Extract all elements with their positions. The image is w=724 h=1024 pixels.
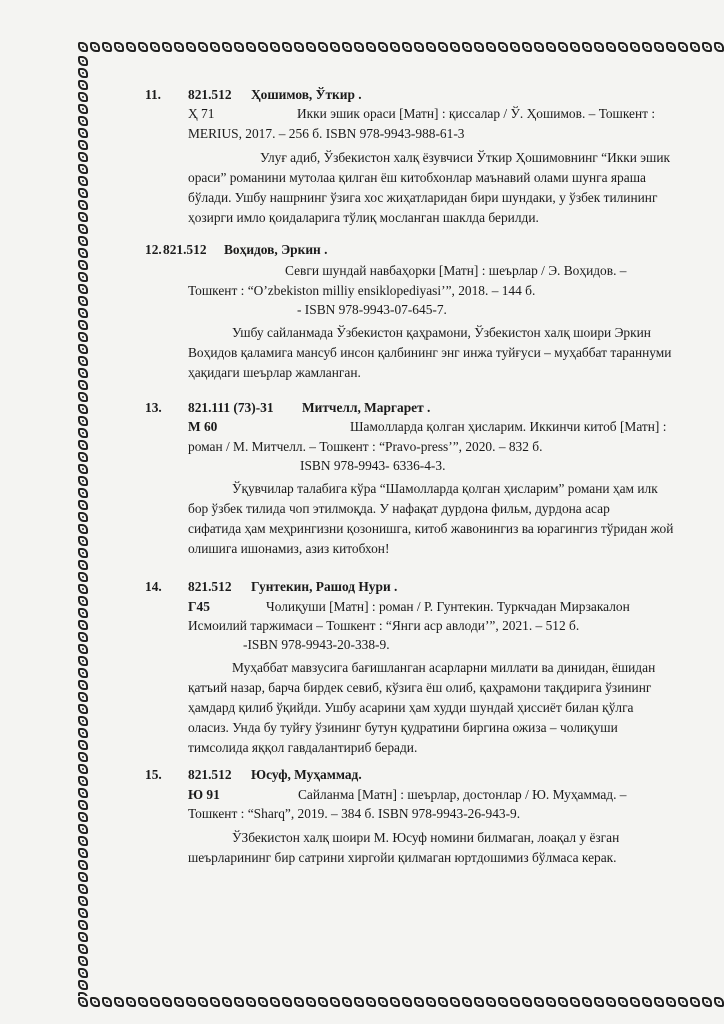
ornament-icon (78, 872, 88, 882)
ornament-border-bottom (78, 997, 724, 1011)
entry-udc: 821.512 (188, 579, 232, 594)
ornament-icon (78, 536, 88, 546)
ornament-icon (606, 997, 616, 1007)
entry-description-line: Воҳидов қаламига мансуб инсон қалбининг энг инжа туйғуси – муҳаббат тараннуми (188, 345, 672, 360)
entry-imprint-line: MERIUS, 2017. – 256 б. ISBN 978-9943-988-61-3 (188, 126, 465, 141)
ornament-icon (246, 42, 256, 52)
ornament-icon (78, 464, 88, 474)
ornament-icon (270, 42, 280, 52)
ornament-icon (78, 200, 88, 210)
ornament-icon (78, 932, 88, 942)
ornament-icon (258, 42, 268, 52)
ornament-icon (222, 997, 232, 1007)
entry-author: Воҳидов, Эркин . (224, 242, 328, 257)
ornament-icon (270, 997, 280, 1007)
ornament-icon (618, 42, 628, 52)
entry-description-line: Ушбу сайланмада Ўзбекистон қаҳрамони, Ўзбекистон халқ шоири Эркин (232, 325, 651, 340)
ornament-icon (78, 344, 88, 354)
ornament-icon (78, 140, 88, 150)
ornament-icon (438, 997, 448, 1007)
ornament-icon (126, 997, 136, 1007)
ornament-icon (714, 997, 724, 1007)
ornament-icon (354, 997, 364, 1007)
ornament-icon (486, 997, 496, 1007)
ornament-icon (78, 680, 88, 690)
ornament-icon (114, 42, 124, 52)
ornament-icon (354, 42, 364, 52)
ornament-icon (114, 997, 124, 1007)
ornament-icon (90, 42, 100, 52)
ornament-icon (642, 42, 652, 52)
ornament-icon (438, 42, 448, 52)
entry-code: М 60 (188, 419, 218, 434)
entry-code: Г45 (188, 599, 210, 614)
ornament-icon (234, 997, 244, 1007)
ornament-icon (78, 356, 88, 366)
ornament-icon (198, 997, 208, 1007)
ornament-icon (462, 997, 472, 1007)
ornament-icon (78, 896, 88, 906)
ornament-icon (78, 776, 88, 786)
entry-description-line: тимсолида яққол гавдалантириб беради. (188, 740, 418, 755)
entry-number: 11. (145, 87, 161, 102)
ornament-icon (318, 42, 328, 52)
ornament-icon (78, 584, 88, 594)
ornament-icon (630, 42, 640, 52)
ornament-icon (198, 42, 208, 52)
ornament-icon (702, 42, 712, 52)
ornament-icon (402, 42, 412, 52)
ornament-icon (666, 42, 676, 52)
ornament-icon (690, 42, 700, 52)
ornament-icon (150, 42, 160, 52)
ornament-icon (78, 836, 88, 846)
ornament-icon (378, 42, 388, 52)
entry-udc: 821.512 (188, 767, 232, 782)
ornament-icon (78, 188, 88, 198)
ornament-icon (78, 152, 88, 162)
ornament-icon (186, 42, 196, 52)
ornament-icon (78, 716, 88, 726)
ornament-icon (210, 42, 220, 52)
ornament-icon (654, 997, 664, 1007)
ornament-icon (78, 92, 88, 102)
ornament-icon (78, 668, 88, 678)
ornament-icon (78, 848, 88, 858)
ornament-icon (78, 656, 88, 666)
ornament-icon (78, 992, 88, 996)
ornament-icon (78, 596, 88, 606)
ornament-icon (78, 128, 88, 138)
entry-description-line: ҳақидаги шеърлар жамланган. (188, 365, 361, 380)
ornament-icon (78, 404, 88, 414)
ornament-icon (522, 997, 532, 1007)
entry-isbn-line: ISBN 978-9943- 6336-4-3. (300, 458, 446, 473)
entry-description-line: бор ўзбек тилида чоп этилмоқда. У нафақат дурдона фильм, дурдона асар (188, 501, 610, 516)
entry-udc: 821.512 (163, 242, 207, 257)
ornament-icon (78, 236, 88, 246)
ornament-icon (78, 524, 88, 534)
ornament-icon (78, 42, 88, 52)
ornament-icon (78, 632, 88, 642)
ornament-icon (126, 42, 136, 52)
ornament-icon (474, 997, 484, 1007)
ornament-icon (582, 997, 592, 1007)
ornament-icon (594, 997, 604, 1007)
ornament-icon (534, 42, 544, 52)
ornament-icon (78, 320, 88, 330)
ornament-icon (498, 42, 508, 52)
ornament-icon (474, 42, 484, 52)
ornament-icon (78, 608, 88, 618)
ornament-icon (78, 392, 88, 402)
ornament-icon (78, 248, 88, 258)
ornament-icon (78, 824, 88, 834)
ornament-icon (78, 800, 88, 810)
ornament-icon (594, 42, 604, 52)
ornament-icon (78, 560, 88, 570)
entry-title-line: Севги шундай навбаҳорки [Матн] : шеърлар / Э. Воҳидов. – (285, 263, 627, 278)
entry-description-line: ЎЗбекистон халқ шоири М. Юсуф номини билмаган, лоақал у ёзган (232, 830, 620, 845)
ornament-icon (78, 476, 88, 486)
ornament-icon (222, 42, 232, 52)
ornament-icon (294, 997, 304, 1007)
entry-description-line: ҳозирги имло қоидаларига тўлиқ мосланган шаклда берилди. (188, 210, 539, 225)
entry-author: Митчелл, Маргарет . (302, 400, 431, 415)
ornament-icon (534, 997, 544, 1007)
ornament-icon (282, 997, 292, 1007)
ornament-icon (366, 997, 376, 1007)
ornament-icon (582, 42, 592, 52)
ornament-icon (78, 104, 88, 114)
ornament-icon (78, 440, 88, 450)
ornament-icon (162, 997, 172, 1007)
ornament-icon (78, 920, 88, 930)
ornament-icon (186, 997, 196, 1007)
ornament-icon (174, 42, 184, 52)
ornament-icon (78, 572, 88, 582)
ornament-icon (210, 997, 220, 1007)
ornament-icon (282, 42, 292, 52)
ornament-icon (546, 42, 556, 52)
ornament-icon (78, 68, 88, 78)
ornament-icon (234, 42, 244, 52)
ornament-icon (618, 997, 628, 1007)
entry-description-line: сифатида ҳам меҳрингизни қозонишга, китоб жавонингиз ва юрагингиз тўридан жой (188, 521, 674, 536)
ornament-icon (78, 416, 88, 426)
ornament-border-left (78, 56, 92, 996)
entry-number: 12. (145, 242, 162, 257)
ornament-icon (78, 788, 88, 798)
ornament-icon (570, 42, 580, 52)
ornament-icon (138, 42, 148, 52)
entry-description-line: ораси” романини мутолаа қилган ёш китобхонлар маънавий олами шунга яраша (188, 170, 646, 185)
entry-description-line: қатъий назар, барча бирдек севиб, кўзига ёш олиб, қаҳрамони тақдирига ўзининг (188, 680, 652, 695)
entry-description-line: ҳамдард қилиб ўқийди. Ушбу асарини ҳам худди шундай ҳиссиёт билан қўлга (188, 700, 634, 715)
ornament-icon (342, 997, 352, 1007)
ornament-icon (402, 997, 412, 1007)
ornament-icon (78, 428, 88, 438)
entry-imprint-line: Тошкент : “O’zbekiston milliy ensiklopediyasi’”, 2018. – 144 б. (188, 283, 536, 298)
ornament-icon (78, 212, 88, 222)
ornament-border-top (78, 42, 724, 56)
entry-description-line: Ўқувчилар талабига кўра “Шамолларда қолган ҳисларим” романи ҳам илк (232, 481, 658, 496)
ornament-icon (450, 997, 460, 1007)
ornament-icon (666, 997, 676, 1007)
entry-udc: 821.111 (73)-31 (188, 400, 274, 415)
ornament-icon (78, 980, 88, 990)
ornament-icon (630, 997, 640, 1007)
ornament-icon (78, 812, 88, 822)
ornament-icon (510, 42, 520, 52)
ornament-icon (330, 997, 340, 1007)
entry-imprint-line: роман / М. Митчелл. – Тошкент : “Pravo-press’”, 2020. – 832 б. (188, 439, 543, 454)
entry-title-line: Чолиқуши [Матн] : роман / Р. Гунтекин. Туркчадан Мирзакалон (266, 599, 630, 614)
ornament-icon (414, 42, 424, 52)
entry-description-line: олишига ишонамиз, азиз китобхон! (188, 541, 390, 556)
entry-code: Ҳ 71 (188, 106, 215, 121)
ornament-icon (318, 997, 328, 1007)
entry-isbn-line: -ISBN 978-9943-20-338-9. (243, 637, 390, 652)
ornament-icon (450, 42, 460, 52)
ornament-icon (78, 224, 88, 234)
ornament-icon (426, 42, 436, 52)
ornament-icon (102, 42, 112, 52)
ornament-icon (150, 997, 160, 1007)
ornament-icon (78, 692, 88, 702)
entry-description-line: бўлади. Ушбу нашрнинг ўзига хос жиҳатларидан бири шундаки, у ўзбек тилининг (188, 190, 658, 205)
ornament-icon (294, 42, 304, 52)
ornament-icon (162, 42, 172, 52)
entry-author: Гунтекин, Рашод Нури . (251, 579, 398, 594)
ornament-icon (78, 997, 88, 1007)
ornament-icon (78, 944, 88, 954)
ornament-icon (378, 997, 388, 1007)
ornament-icon (486, 42, 496, 52)
ornament-icon (570, 997, 580, 1007)
entry-description-line: оласиз. Унда бу туйғу ўзининг бутун қудратини биргина ожиза – чолиқуши (188, 720, 618, 735)
entry-code: Ю 91 (188, 787, 220, 802)
ornament-icon (246, 997, 256, 1007)
ornament-icon (678, 42, 688, 52)
ornament-icon (78, 368, 88, 378)
ornament-icon (78, 620, 88, 630)
ornament-icon (78, 548, 88, 558)
ornament-icon (498, 997, 508, 1007)
ornament-icon (606, 42, 616, 52)
ornament-icon (78, 740, 88, 750)
ornament-icon (102, 997, 112, 1007)
ornament-icon (558, 42, 568, 52)
entry-imprint-line: Тошкент : “Sharq”, 2019. – 384 б. ISBN 978-9943-26-943-9. (188, 806, 521, 821)
ornament-icon (90, 997, 100, 1007)
ornament-icon (510, 997, 520, 1007)
ornament-icon (78, 512, 88, 522)
ornament-icon (306, 997, 316, 1007)
entry-number: 15. (145, 767, 162, 782)
ornament-icon (558, 997, 568, 1007)
ornament-icon (78, 764, 88, 774)
ornament-icon (390, 997, 400, 1007)
ornament-icon (702, 997, 712, 1007)
ornament-icon (690, 997, 700, 1007)
entry-title-line: Шамолларда қолган ҳисларим. Иккинчи китоб [Матн] : (350, 419, 667, 434)
ornament-icon (714, 42, 724, 52)
entry-number: 13. (145, 400, 162, 415)
ornament-icon (330, 42, 340, 52)
ornament-icon (78, 860, 88, 870)
ornament-icon (78, 956, 88, 966)
ornament-icon (678, 997, 688, 1007)
ornament-icon (342, 42, 352, 52)
ornament-icon (78, 380, 88, 390)
ornament-icon (642, 997, 652, 1007)
ornament-icon (78, 296, 88, 306)
entry-title-line: Сайланма [Матн] : шеърлар, достонлар / Ю. Муҳаммад. – (298, 787, 627, 802)
ornament-icon (78, 728, 88, 738)
entry-author: Ҳошимов, Ўткир . (251, 87, 362, 102)
ornament-icon (78, 332, 88, 342)
ornament-icon (366, 42, 376, 52)
ornament-icon (426, 997, 436, 1007)
entry-udc: 821.512 (188, 87, 232, 102)
ornament-icon (138, 997, 148, 1007)
entry-description-line: Муҳаббат мавзусига бағишланган асарларни миллати ва динидан, ёшидан (232, 660, 656, 675)
entry-imprint-line: Исмоилий таржимаси – Тошкент : “Янги аср авлоди’”, 2021. – 512 б. (188, 618, 580, 633)
ornament-icon (78, 644, 88, 654)
ornament-icon (522, 42, 532, 52)
entry-description-line: Улуғ адиб, Ўзбекистон халқ ёзувчиси Ўткир Ҳошимовнинг “Икки эшик (260, 150, 670, 165)
ornament-icon (78, 908, 88, 918)
ornament-icon (78, 116, 88, 126)
entry-description-line: шеърларининг бир сатрини хиргойи қилмаган юртдошимиз бўлмаса керак. (188, 850, 617, 865)
ornament-icon (78, 284, 88, 294)
ornament-icon (78, 488, 88, 498)
entry-title-line: Икки эшик ораси [Матн] : қиссалар / Ў. Ҳошимов. – Тошкент : (297, 106, 656, 121)
ornament-icon (546, 997, 556, 1007)
ornament-icon (174, 997, 184, 1007)
entry-author: Юсуф, Муҳаммад. (251, 767, 362, 782)
ornament-icon (78, 308, 88, 318)
ornament-icon (78, 56, 88, 66)
ornament-icon (78, 452, 88, 462)
entry-number: 14. (145, 579, 162, 594)
ornament-icon (78, 164, 88, 174)
ornament-icon (78, 968, 88, 978)
ornament-icon (390, 42, 400, 52)
ornament-icon (78, 704, 88, 714)
ornament-icon (414, 997, 424, 1007)
ornament-icon (654, 42, 664, 52)
ornament-icon (462, 42, 472, 52)
ornament-icon (78, 752, 88, 762)
ornament-icon (78, 80, 88, 90)
entry-isbn-line: - ISBN 978-9943-07-645-7. (297, 302, 447, 317)
ornament-icon (78, 500, 88, 510)
ornament-icon (78, 272, 88, 282)
ornament-icon (306, 42, 316, 52)
ornament-icon (78, 260, 88, 270)
ornament-icon (78, 176, 88, 186)
ornament-icon (78, 884, 88, 894)
ornament-icon (258, 997, 268, 1007)
